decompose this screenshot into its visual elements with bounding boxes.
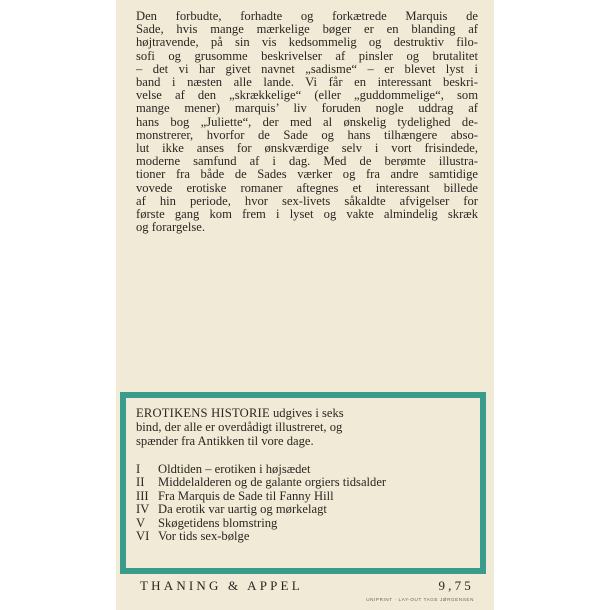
blurb-line: første gang kom frem i lyset og vakte almindelig skræk (136, 207, 478, 222)
blurb-line: af hin periode, hvor sex-livets såkaldte afvigelser for (136, 193, 478, 208)
volume-number: VI (136, 529, 150, 544)
volume-title: Vor tids sex-bølge (158, 529, 250, 544)
volume-number: I (136, 462, 141, 476)
volume-item (136, 530, 472, 543)
price-label: 9,75 (438, 578, 474, 593)
volume-item (136, 517, 472, 530)
blurb-line: lut ikke anses for ønskværdige selv i vort frisindede, (136, 141, 478, 156)
series-box (120, 392, 486, 574)
blurb-line: moderne samfund af i dag. Med de berømte illustra- (136, 154, 478, 169)
volume-item (136, 476, 472, 489)
volume-item (136, 490, 472, 503)
printer-credit: UNIPRINT · LAY-OUT TAGE JØRGENSEN (366, 597, 474, 602)
volume-number: V (136, 515, 146, 530)
series-intro-line2: bind, der alle er overdådigt illustreret, og (136, 420, 343, 434)
blurb-line: monstrerer, hvorfor de Sade og hans tilhængere abso- (136, 127, 478, 142)
volume-item (136, 503, 472, 516)
publisher-name: THANING & APPEL (140, 578, 303, 593)
blurb-line: band i næsten alle lande. Vi får en interessant beskri- (136, 75, 478, 90)
volume-title: Middelalderen og de galante orgiers tidsalder (158, 475, 387, 490)
volume-number: II (136, 475, 145, 490)
volume-title: Oldtiden – erotiken i højsædet (158, 462, 311, 476)
blurb-line: hans bog „Juliette“, der med al ønskelig tydelighed de- (136, 114, 478, 129)
blurb-line: vovede erotiske romaner aftegnes et interessant billede (136, 180, 478, 195)
blurb-line: Den forbudte, forhadte og forkætrede Marquis de (136, 9, 478, 23)
blurb-line: mange mener) marquis’ liv foruden nogle uddrag af (136, 101, 478, 116)
volume-title: Skøgetidens blomstring (158, 515, 278, 530)
blurb-line: og forargelse. (136, 220, 206, 235)
volume-item (136, 463, 472, 476)
volume-number: IV (136, 502, 150, 517)
blurb-line: Sade, hvis mange mærkelige bøger er en blanding af (136, 22, 478, 37)
volume-list (136, 463, 472, 543)
volume-number: III (136, 488, 149, 503)
blurb-line: sofi og grusomme beskrivelser af pinsler og brutalitet (136, 48, 478, 63)
volume-title: Da erotik var uartig og mørkelagt (158, 502, 327, 517)
series-intro-line1: udgives i seks (269, 406, 344, 420)
blurb-text (136, 10, 478, 234)
blurb-line: tioner fra både de Sades værker og fra andre samtidige (136, 167, 478, 182)
blurb-line: – det vi har givet navnet „sadisme“ – er blevet lyst i (136, 61, 478, 76)
volume-title: Fra Marquis de Sade til Fanny Hill (158, 488, 334, 503)
blurb-line: velse af den „skrækkelige“ (eller „guddommelige“, som (136, 88, 478, 103)
book-back-cover (116, 0, 494, 610)
series-title: EROTIKENS HISTORIE (136, 406, 270, 420)
blurb-line: højtravende, på sin vis kedsommelig og destruktiv filo- (136, 35, 478, 50)
series-intro-line3: spænder fra Antikken til vore dage. (136, 434, 314, 448)
series-intro (136, 406, 472, 448)
